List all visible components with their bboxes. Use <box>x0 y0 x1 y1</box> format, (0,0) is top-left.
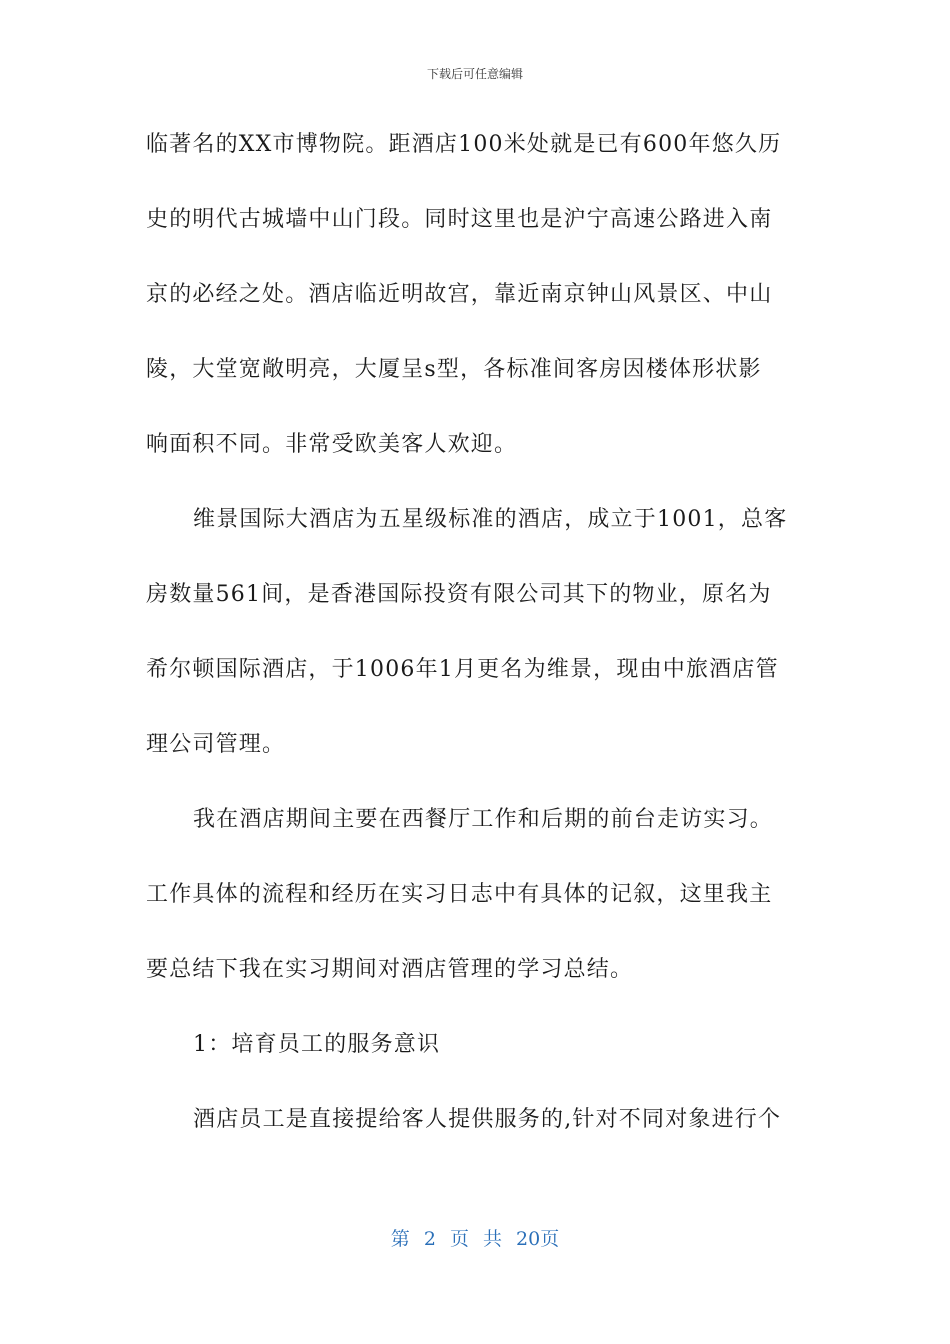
section-heading: 1：培育员工的服务意识 <box>193 1032 441 1057</box>
text-line: 理公司管理。 <box>146 732 286 757</box>
text-line: 史的明代古城墙中山门段。同时这里也是沪宁高速公路进入南 <box>146 207 773 232</box>
text-line: 工作具体的流程和经历在实习日志中有具体的记叙，这里我主 <box>146 882 773 907</box>
paragraph-first-line: 维景国际大酒店为五星级标准的酒店，成立于1001，总客 <box>193 507 788 532</box>
text-line: 房数量561间，是香港国际投资有限公司其下的物业，原名为 <box>146 582 772 607</box>
page-number: 第 2 页 共 20页 <box>390 1228 560 1250</box>
text-line: 希尔顿国际酒店，于1006年1月更名为维景，现由中旅酒店管 <box>146 657 779 682</box>
text-line: 临著名的XX市博物院。距酒店100米处就是已有600年悠久历 <box>146 132 782 157</box>
paragraph-first-line: 我在酒店期间主要在西餐厅工作和后期的前台走访实习。 <box>193 807 774 832</box>
text-line: 京的必经之处。酒店临近明故宫，靠近南京钟山风景区、中山 <box>146 282 773 307</box>
text-line: 陵，大堂宽敞明亮，大厦呈s型，各标准间客房因楼体形状影 <box>146 357 762 382</box>
paragraph-first-line: 酒店员工是直接提给客人提供服务的,针对不同对象进行个 <box>193 1107 782 1132</box>
text-line: 要总结下我在实习期间对酒店管理的学习总结。 <box>146 957 634 982</box>
text-line: 响面积不同。非常受欧美客人欢迎。 <box>146 432 518 457</box>
page-header: 下载后可任意编辑 <box>426 67 523 81</box>
